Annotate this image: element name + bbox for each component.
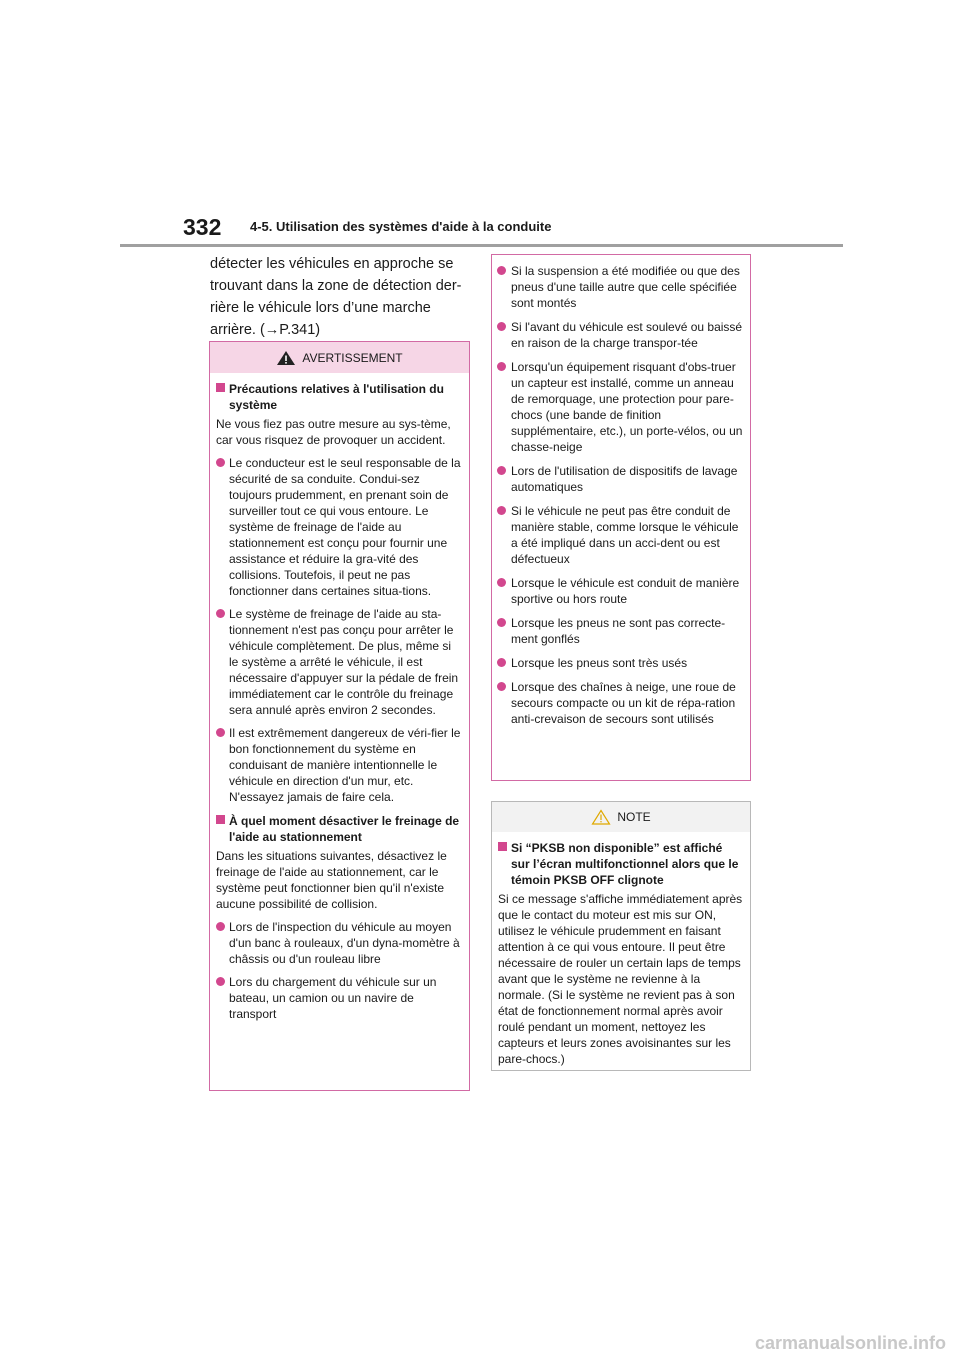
list-item-text: Lorsque les pneus ne sont pas correcte-ment gonflés	[511, 616, 726, 646]
bullet-dot-icon	[497, 618, 506, 627]
list-item-text: Lorsque le véhicule est conduit de manière sportive ou hors route	[511, 576, 740, 606]
list-item	[492, 319, 744, 351]
bullet-dot-icon	[216, 922, 225, 931]
footer-watermark: carmanualsonline.info	[754, 1333, 946, 1353]
warning-continued-body	[492, 263, 750, 727]
bullet-dot-icon	[497, 506, 506, 515]
list-item-text: Lors de l'utilisation de dispositifs de lavage automatiques	[511, 464, 738, 494]
list-item-text: Lorsqu'un équipement risquant d'obs-truer un capteur est installé, comme un anneau de remorquage, une protection pour pare-chocs (une bande de finition supplémentaire, etc.), un porte-vélos, ou un chasse-neige	[511, 360, 743, 454]
list-item	[216, 606, 463, 718]
section-title: 4-5. Utilisation des systèmes d'aide à la conduite	[250, 219, 552, 234]
list-item	[492, 263, 744, 311]
list-item-text: Lorsque les pneus sont très usés	[511, 656, 688, 670]
warning-icon	[276, 350, 296, 366]
list-item-text: Lors du chargement du véhicule sur un bateau, un camion ou un navire de transport	[229, 975, 437, 1021]
bullet-dot-icon	[497, 682, 506, 691]
bullet-dot-icon	[497, 658, 506, 667]
note-header	[492, 802, 750, 832]
list-item-text: Il est extrêmement dangereux de véri-fier le bon fonctionnement du système en conduisant de manière intentionnelle le véhicule en direction d'un mur, etc. N'essayez jamais de faire cela.	[229, 726, 461, 804]
warning-paragraph: Dans les situations suivantes, désactivez le freinage de l'aide au stationnement, car le système peut fonctionner bien qu'il n'existe aucune possibilité de collision.	[216, 849, 447, 911]
list-item-text: Si le véhicule ne peut pas être conduit de manière stable, comme lorsque le véhicule a été impliqué dans un acci-dent ou est défectueux	[511, 504, 739, 566]
note-box	[491, 801, 751, 1071]
list-item-text: Le conducteur est le seul responsable de la sécurité de sa conduite. Condui-sez toujours prudemment, en prenant soin de surveiller tout ce qui vous entoure. Le système de freinage de l'aide au stationnement est conçu pour fournir une assistance et réduire la gra-vité des collisions. Toutefois, il peut ne pas fonctionner dans certaines situa-tions.	[229, 456, 461, 598]
warning-heading-precautions	[216, 381, 463, 413]
list-item	[492, 575, 744, 607]
square-bullet-icon	[216, 815, 225, 824]
bullet-dot-icon	[497, 466, 506, 475]
bullet-dot-icon	[497, 578, 506, 587]
list-item	[216, 919, 463, 967]
list-item	[216, 974, 463, 1022]
list-item-text: Lors de l'inspection du véhicule au moyen d'un banc à rouleaux, d'un dyna-momètre à châssis ou d'un rouleau libre	[229, 920, 460, 966]
bullet-dot-icon	[216, 728, 225, 737]
list-item-text: Le système de freinage de l'aide au sta-tionnement n'est pas conçu pour arrêter le véhicule complètement. De plus, même si le système a arrêté le véhicule, il est nécessaire d'appuyer sur la pédale de frein immédiatement car le contrôle du freinage sera annulé après environ 2 secondes.	[229, 607, 459, 717]
header-rule	[120, 244, 843, 247]
page-number: 332	[183, 214, 222, 240]
list-item	[492, 615, 744, 647]
bullet-dot-icon	[216, 458, 225, 467]
list-item	[492, 359, 744, 455]
note-heading	[498, 840, 744, 888]
warning-body	[210, 381, 469, 1022]
list-item	[492, 463, 744, 495]
list-item	[216, 455, 463, 599]
note-body	[492, 840, 750, 1067]
note-warning-icon	[591, 809, 611, 825]
heading-text: Si “PKSB non disponible” est affiché sur l’écran multifonctionnel alors que le témoin PKSB OFF clignote	[511, 841, 739, 887]
list-item-text: Si la suspension a été modifiée ou que des pneus d'une taille autre que celle spécifiée sont montés	[511, 264, 740, 310]
heading-text: Précautions relatives à l'utilisation du système	[229, 382, 444, 412]
list-item	[216, 725, 463, 805]
list-item	[492, 679, 744, 727]
bullet-dot-icon	[216, 977, 225, 986]
list-item	[492, 655, 744, 671]
intro-text: détecter les véhicules en approche se trouvant dans la zone de détection der-rière le véhicule lors d’une marche arrière. (→P.341)	[210, 256, 462, 338]
bullet-dot-icon	[216, 609, 225, 618]
square-bullet-icon	[216, 383, 225, 392]
warning-continued-box	[491, 254, 751, 781]
warning-paragraph: Ne vous fiez pas outre mesure au sys-tème, car vous risquez de provoquer un accident.	[216, 417, 451, 447]
bullet-dot-icon	[497, 266, 506, 275]
note-title: NOTE	[617, 810, 651, 824]
bullet-dot-icon	[497, 322, 506, 331]
warning-heading-when-disable	[216, 813, 463, 845]
list-item-text: Lorsque des chaînes à neige, une roue de secours compacte ou un kit de répa-ration anti-crevaison de secours sont utilisés	[511, 680, 736, 726]
warning-header	[210, 342, 469, 373]
list-item	[492, 503, 744, 567]
heading-text: À quel moment désactiver le freinage de l'aide au stationnement	[229, 814, 460, 844]
bullet-dot-icon	[497, 362, 506, 371]
list-item-text: Si l'avant du véhicule est soulevé ou baissé en raison de la charge transpor-tée	[511, 320, 743, 350]
warning-title: AVERTISSEMENT	[302, 350, 403, 365]
square-bullet-icon	[498, 842, 507, 851]
note-paragraph: Si ce message s'affiche immédiatement après que le contact du moteur est mis sur ON, utilisez le véhicule prudemment en faisant attention à ce qui vous entoure. Il peut être nécessaire de rouler un certain laps de temps avant que le système ne revienne à la normale. (Si le système ne revient pas à son état de fonctionnement normal après avoir roulé pendant un moment, nettoyez les capteurs et leurs zones avoisinantes sur les pare-chocs.)	[498, 892, 743, 1066]
warning-box	[209, 341, 470, 1091]
